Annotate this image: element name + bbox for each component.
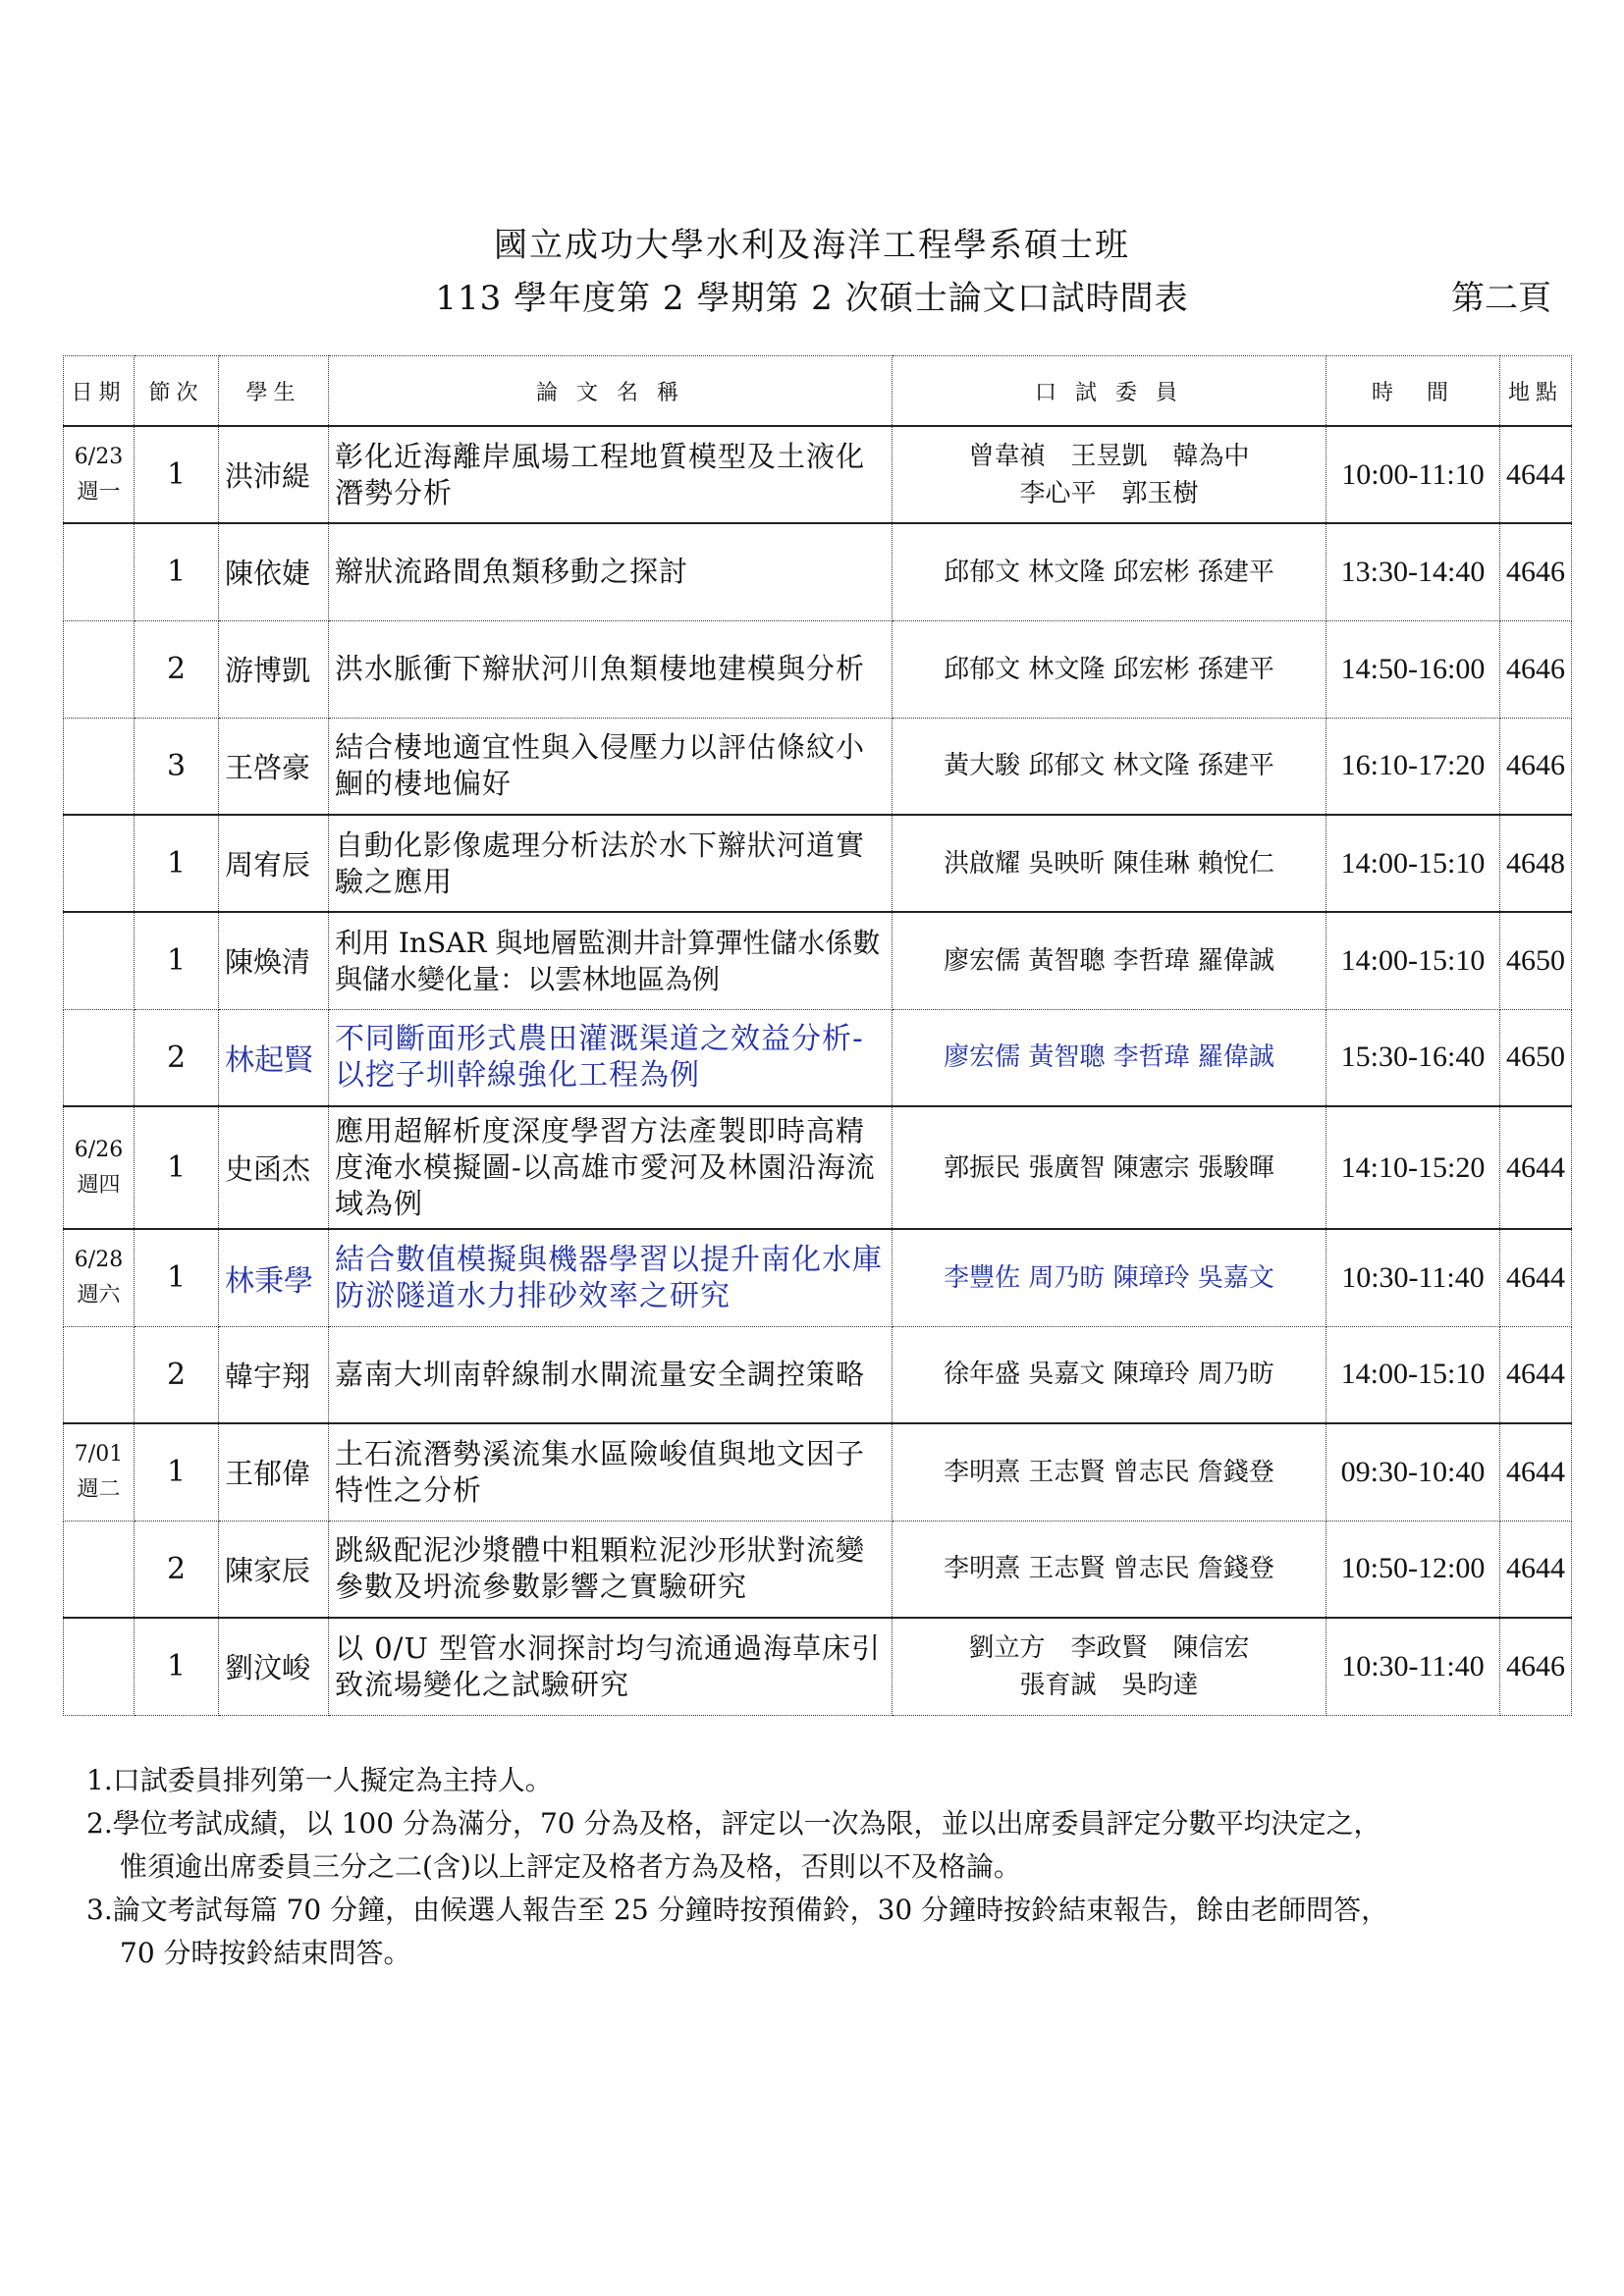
table-row — [64, 1618, 1572, 1715]
student-cell: 陳依婕 — [219, 523, 329, 620]
time-cell: 10:30-11:40 — [1326, 1229, 1500, 1326]
session-cell: 1 — [135, 1423, 219, 1521]
date-cell — [64, 1229, 135, 1326]
session-cell: 1 — [135, 1618, 219, 1715]
table-row — [64, 1326, 1572, 1423]
room-cell: 4644 — [1500, 1229, 1572, 1326]
note-item: 1.口試委員排列第一人擬定為主持人。 — [86, 1764, 553, 1796]
time-cell: 16:10-17:20 — [1326, 718, 1500, 815]
committee-cell — [893, 1618, 1326, 1715]
committee-line: 曾韋禎 王昱凱 韓為中 — [968, 441, 1250, 471]
student-cell: 洪沛緹 — [219, 426, 329, 523]
student-cell: 史函杰 — [219, 1106, 329, 1229]
thesis-cell: 利用 InSAR 與地層監測井計算彈性儲水係數與儲水變化量：以雲林地區為例 — [329, 912, 893, 1009]
thesis-cell: 應用超解析度深度學習方法產製即時高精度淹水模擬圖-以高雄市愛河及林園沿海流域為例 — [329, 1106, 893, 1229]
committee-cell — [893, 426, 1326, 523]
room-cell: 4646 — [1500, 523, 1572, 620]
student-cell: 陳煥清 — [219, 912, 329, 1009]
column-header-session: 節次 — [135, 356, 219, 427]
room-cell: 4644 — [1500, 426, 1572, 523]
thesis-cell: 土石流潛勢溪流集水區險峻值與地文因子特性之分析 — [329, 1423, 893, 1521]
committee-cell: 洪啟耀 吳映昕 陳佳琳 賴悅仁 — [893, 815, 1326, 912]
date-cell — [64, 912, 135, 1009]
room-cell: 4644 — [1500, 1423, 1572, 1521]
session-cell: 1 — [135, 523, 219, 620]
thesis-cell: 結合棲地適宜性與入侵壓力以評估條紋小鮰的棲地偏好 — [329, 718, 893, 815]
room-cell: 4648 — [1500, 815, 1572, 912]
session-cell: 1 — [135, 1229, 219, 1326]
table-row — [64, 1229, 1572, 1326]
session-cell: 1 — [135, 426, 219, 523]
committee-line: 李心平 郭玉樹 — [1019, 478, 1199, 508]
weekday-value: 週四 — [77, 1172, 121, 1198]
thesis-cell: 洪水脈衝下辮狀河川魚類棲地建模與分析 — [329, 620, 893, 718]
date-value: 6/26 — [74, 1137, 124, 1162]
column-header-time: 時 間 — [1326, 356, 1500, 427]
student-cell: 韓宇翔 — [219, 1326, 329, 1423]
date-cell — [64, 1618, 135, 1715]
room-cell: 4650 — [1500, 912, 1572, 1009]
time-cell: 13:30-14:40 — [1326, 523, 1500, 620]
committee-cell: 李明熹 王志賢 曾志民 詹錢登 — [893, 1423, 1326, 1521]
student-cell: 王郁偉 — [219, 1423, 329, 1521]
committee-cell: 李豐佐 周乃昉 陳璋玲 吳嘉文 — [893, 1229, 1326, 1326]
note-text: 3.論文考試每篇 70 分鐘，由候選人報告至 25 分鐘時按預備鈴，30 分鐘時按鈴結束報告，餘由老師問答， — [86, 1894, 1389, 1926]
table-row — [64, 815, 1572, 912]
schedule-table — [63, 355, 1572, 1716]
room-cell: 4646 — [1500, 620, 1572, 718]
committee-cell: 廖宏儒 黃智聰 李哲瑋 羅偉誠 — [893, 1009, 1326, 1106]
table-row — [64, 718, 1572, 815]
student-cell: 林秉學 — [219, 1229, 329, 1326]
table-row — [64, 912, 1572, 1009]
table-row — [64, 620, 1572, 718]
table-row — [64, 1423, 1572, 1521]
thesis-cell: 自動化影像處理分析法於水下辮狀河道實驗之應用 — [329, 815, 893, 912]
date-cell — [64, 815, 135, 912]
document-title: 國立成功大學水利及海洋工程學系碩士班 — [494, 226, 1130, 265]
session-cell: 2 — [135, 1009, 219, 1106]
student-cell: 林起賢 — [219, 1009, 329, 1106]
committee-cell: 徐年盛 吳嘉文 陳璋玲 周乃昉 — [893, 1326, 1326, 1423]
time-cell: 14:10-15:20 — [1326, 1106, 1500, 1229]
session-cell: 3 — [135, 718, 219, 815]
note-text: 惟須逾出席委員三分之二(含)以上評定及格者方為及格，否則以不及格論。 — [120, 1850, 1021, 1883]
committee-cell: 李明熹 王志賢 曾志民 詹錢登 — [893, 1521, 1326, 1618]
thesis-cell: 辮狀流路間魚類移動之探討 — [329, 523, 893, 620]
date-cell — [64, 523, 135, 620]
table-row — [64, 426, 1572, 523]
thesis-cell: 以 0/U 型管水洞探討均勻流通過海草床引致流場變化之試驗研究 — [329, 1618, 893, 1715]
session-cell: 2 — [135, 1521, 219, 1618]
thesis-cell: 嘉南大圳南幹線制水閘流量安全調控策略 — [329, 1326, 893, 1423]
time-cell: 10:50-12:00 — [1326, 1521, 1500, 1618]
note-text: 2.學位考試成績，以 100 分為滿分，70 分為及格，評定以一次為限，並以出席委員評定分數平均決定之， — [86, 1807, 1381, 1840]
note-item — [86, 1889, 1579, 1975]
session-cell: 1 — [135, 1106, 219, 1229]
session-cell: 1 — [135, 815, 219, 912]
document-subtitle: 113 學年度第 2 學期第 2 次碩士論文口試時間表 — [435, 279, 1189, 318]
time-cell: 14:00-15:10 — [1326, 815, 1500, 912]
date-cell — [64, 718, 135, 815]
note-item — [86, 1802, 1579, 1889]
student-cell: 游博凱 — [219, 620, 329, 718]
time-cell: 15:30-16:40 — [1326, 1009, 1500, 1106]
committee-cell: 邱郁文 林文隆 邱宏彬 孫建平 — [893, 620, 1326, 718]
table-row — [64, 1521, 1572, 1618]
session-cell: 2 — [135, 1326, 219, 1423]
thesis-cell: 彰化近海離岸風場工程地質模型及土液化潛勢分析 — [329, 426, 893, 523]
date-value: 6/23 — [74, 444, 124, 469]
date-cell — [64, 1009, 135, 1106]
room-cell: 4644 — [1500, 1106, 1572, 1229]
table-row — [64, 1106, 1572, 1229]
room-cell: 4644 — [1500, 1521, 1572, 1618]
date-value: 6/28 — [74, 1247, 124, 1272]
notes-section — [86, 1759, 1579, 1975]
time-cell: 09:30-10:40 — [1326, 1423, 1500, 1521]
room-cell: 4644 — [1500, 1326, 1572, 1423]
student-cell: 周宥辰 — [219, 815, 329, 912]
time-cell: 14:00-15:10 — [1326, 1326, 1500, 1423]
column-header-thesis: 論 文 名 稱 — [329, 356, 893, 427]
note-text: 70 分時按鈴結束問答。 — [120, 1937, 411, 1969]
column-header-student: 學生 — [219, 356, 329, 427]
weekday-value: 週二 — [77, 1476, 121, 1502]
time-cell: 14:50-16:00 — [1326, 620, 1500, 718]
session-cell: 1 — [135, 912, 219, 1009]
time-cell: 10:30-11:40 — [1326, 1618, 1500, 1715]
date-cell — [64, 426, 135, 523]
table-row — [64, 1009, 1572, 1106]
weekday-value: 週一 — [77, 479, 121, 505]
date-value: 7/01 — [74, 1441, 124, 1467]
student-cell: 王啓豪 — [219, 718, 329, 815]
room-cell: 4650 — [1500, 1009, 1572, 1106]
thesis-cell: 跳級配泥沙漿體中粗顆粒泥沙形狀對流變參數及坍流參數影響之實驗研究 — [329, 1521, 893, 1618]
time-cell: 14:00-15:10 — [1326, 912, 1500, 1009]
thesis-cell: 不同斷面形式農田灌溉渠道之效益分析-以挖子圳幹線強化工程為例 — [329, 1009, 893, 1106]
session-cell: 2 — [135, 620, 219, 718]
student-cell: 劉汶峻 — [219, 1618, 329, 1715]
date-cell — [64, 1326, 135, 1423]
table-row — [64, 523, 1572, 620]
committee-cell: 邱郁文 林文隆 邱宏彬 孫建平 — [893, 523, 1326, 620]
thesis-cell: 結合數值模擬與機器學習以提升南化水庫防淤隧道水力排砂效率之研究 — [329, 1229, 893, 1326]
committee-line: 張育誠 吳昀達 — [1019, 1670, 1199, 1700]
student-cell: 陳家辰 — [219, 1521, 329, 1618]
date-cell — [64, 1106, 135, 1229]
column-header-date: 日期 — [64, 356, 135, 427]
weekday-value: 週六 — [77, 1282, 121, 1308]
date-cell — [64, 1521, 135, 1618]
column-header-committee: 口 試 委 員 — [893, 356, 1326, 427]
committee-cell: 郭振民 張廣智 陳憲宗 張駿暉 — [893, 1106, 1326, 1229]
committee-line: 劉立方 李政賢 陳信宏 — [968, 1632, 1250, 1663]
room-cell: 4646 — [1500, 718, 1572, 815]
page-label: 第二頁 — [1451, 279, 1551, 318]
date-cell — [64, 620, 135, 718]
committee-cell: 黃大駿 邱郁文 林文隆 孫建平 — [893, 718, 1326, 815]
column-header-room: 地點 — [1500, 356, 1572, 427]
room-cell: 4646 — [1500, 1618, 1572, 1715]
date-cell — [64, 1423, 135, 1521]
time-cell: 10:00-11:10 — [1326, 426, 1500, 523]
committee-cell: 廖宏儒 黃智聰 李哲瑋 羅偉誠 — [893, 912, 1326, 1009]
